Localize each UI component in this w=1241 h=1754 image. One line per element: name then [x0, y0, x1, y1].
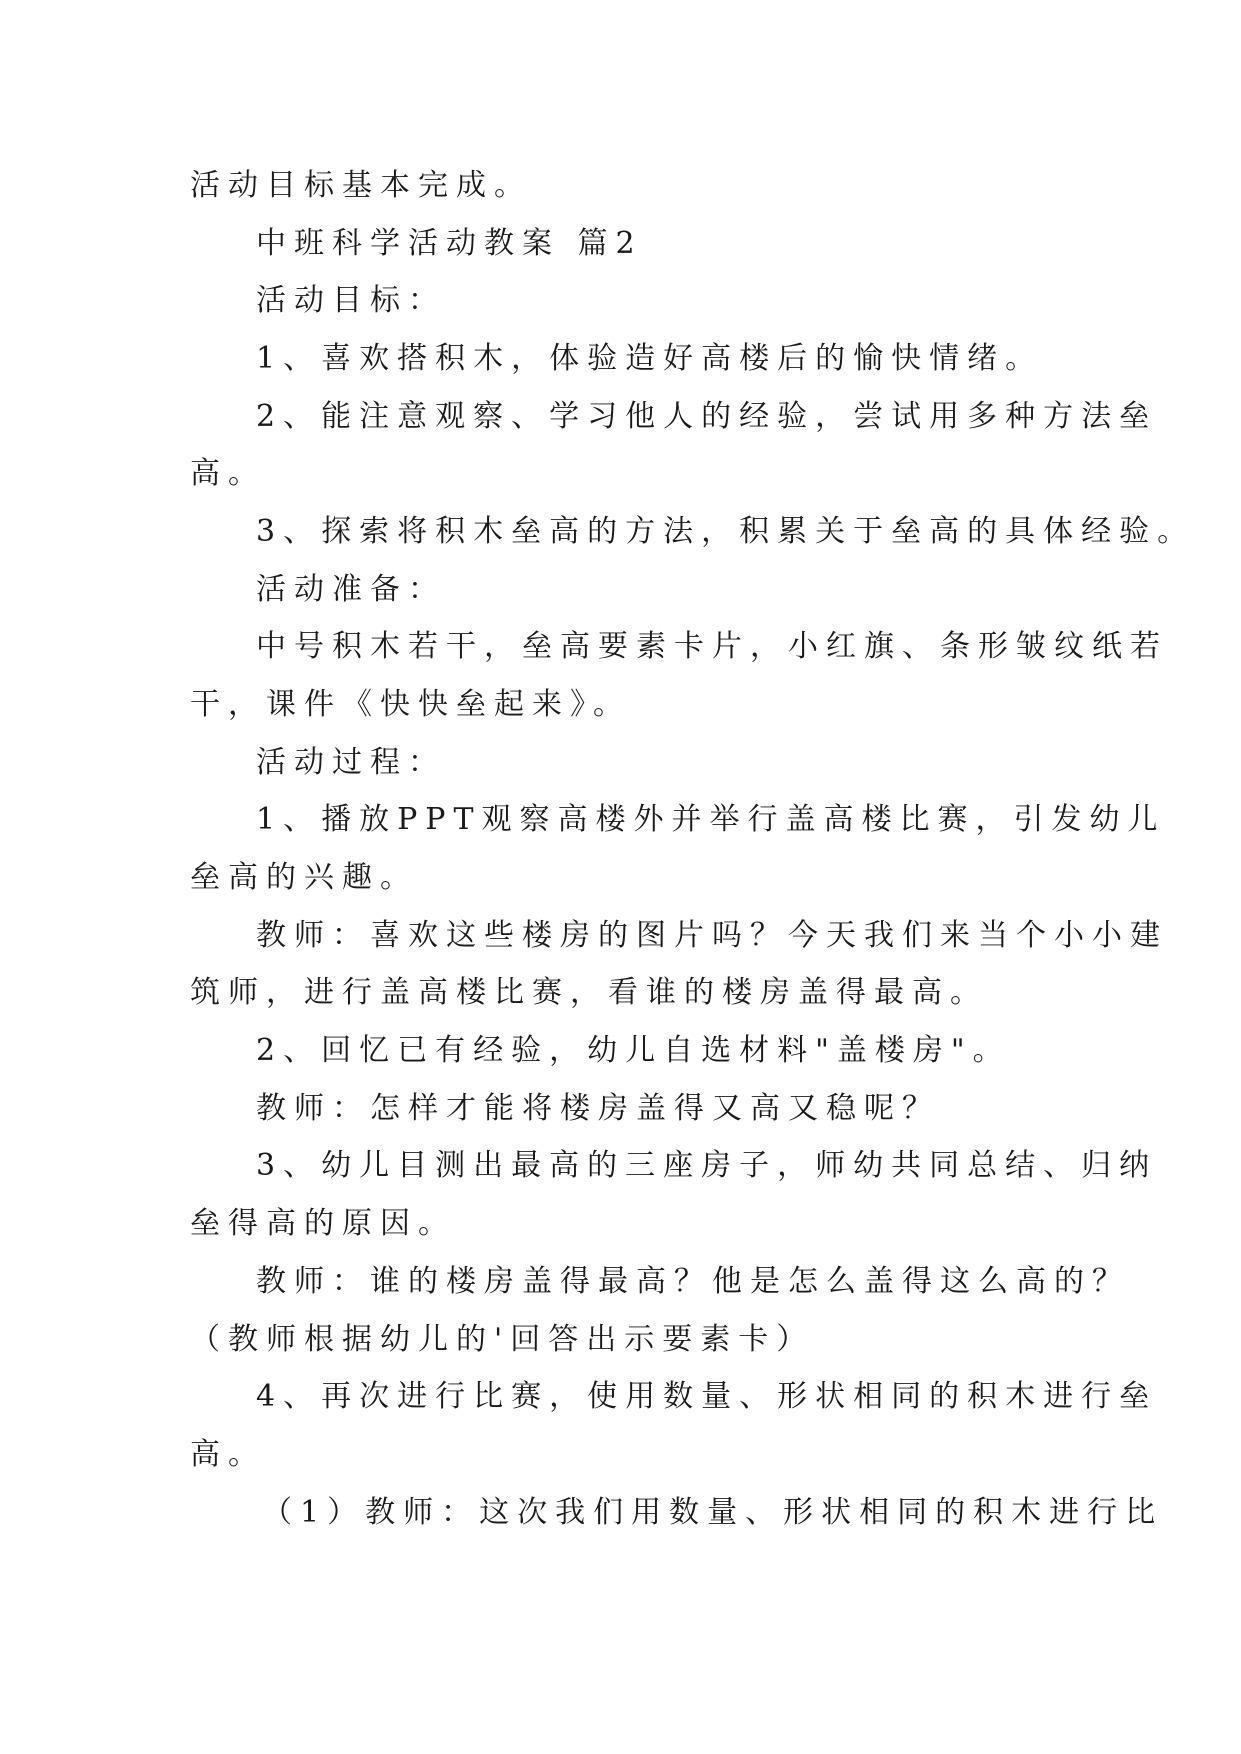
text-line: 干，课件《快快垒起来》。	[190, 687, 631, 722]
text-line: 教师：喜欢这些楼房的图片吗？今天我们来当个小小建	[256, 918, 1168, 953]
text-line: 垒高的兴趣。	[190, 860, 418, 895]
text-line: 1、播放PPT观察高楼外并举行盖高楼比赛，引发幼儿	[256, 802, 1166, 837]
text-line: 高。	[190, 1437, 266, 1472]
text-line: 4、再次进行比赛，使用数量、形状相同的积木进行垒	[256, 1379, 1158, 1414]
text-line: 2、回忆已有经验，幼儿自选材料"盖楼房"。	[256, 1033, 1011, 1068]
text-line: 教师：谁的楼房盖得最高？他是怎么盖得这么高的？	[256, 1264, 1130, 1299]
text-line: 2、能注意观察、学习他人的经验，尝试用多种方法垒	[256, 399, 1158, 434]
text-line: 垒得高的原因。	[190, 1206, 456, 1241]
text-line: 3、探索将积木垒高的方法，积累关于垒高的具体经验。	[256, 514, 1196, 549]
subheading-process: 活动过程：	[256, 745, 446, 780]
text-line: 教师：怎样才能将楼房盖得又高又稳呢？	[256, 1091, 940, 1126]
text-line: 中号积木若干，垒高要素卡片，小红旗、条形皱纹纸若	[256, 629, 1168, 664]
text-line: 筑师，进行盖高楼比赛，看谁的楼房盖得最高。	[190, 975, 988, 1010]
text-line: （1）教师：这次我们用数量、形状相同的积木进行比	[262, 1495, 1164, 1530]
subheading-goals: 活动目标：	[256, 283, 446, 318]
section-heading: 中班科学活动教案 篇2	[256, 226, 643, 261]
text-line: 3、幼儿目测出最高的三座房子，师幼共同总结、归纳	[256, 1148, 1158, 1183]
text-line: 1、喜欢搭积木，体验造好高楼后的愉快情绪。	[256, 341, 1044, 376]
subheading-preparation: 活动准备：	[256, 572, 446, 607]
text-line: 高。	[190, 456, 266, 491]
text-line: 活动目标基本完成。	[190, 168, 532, 203]
text-line: （教师根据幼儿的'回答出示要素卡）	[190, 1322, 815, 1357]
